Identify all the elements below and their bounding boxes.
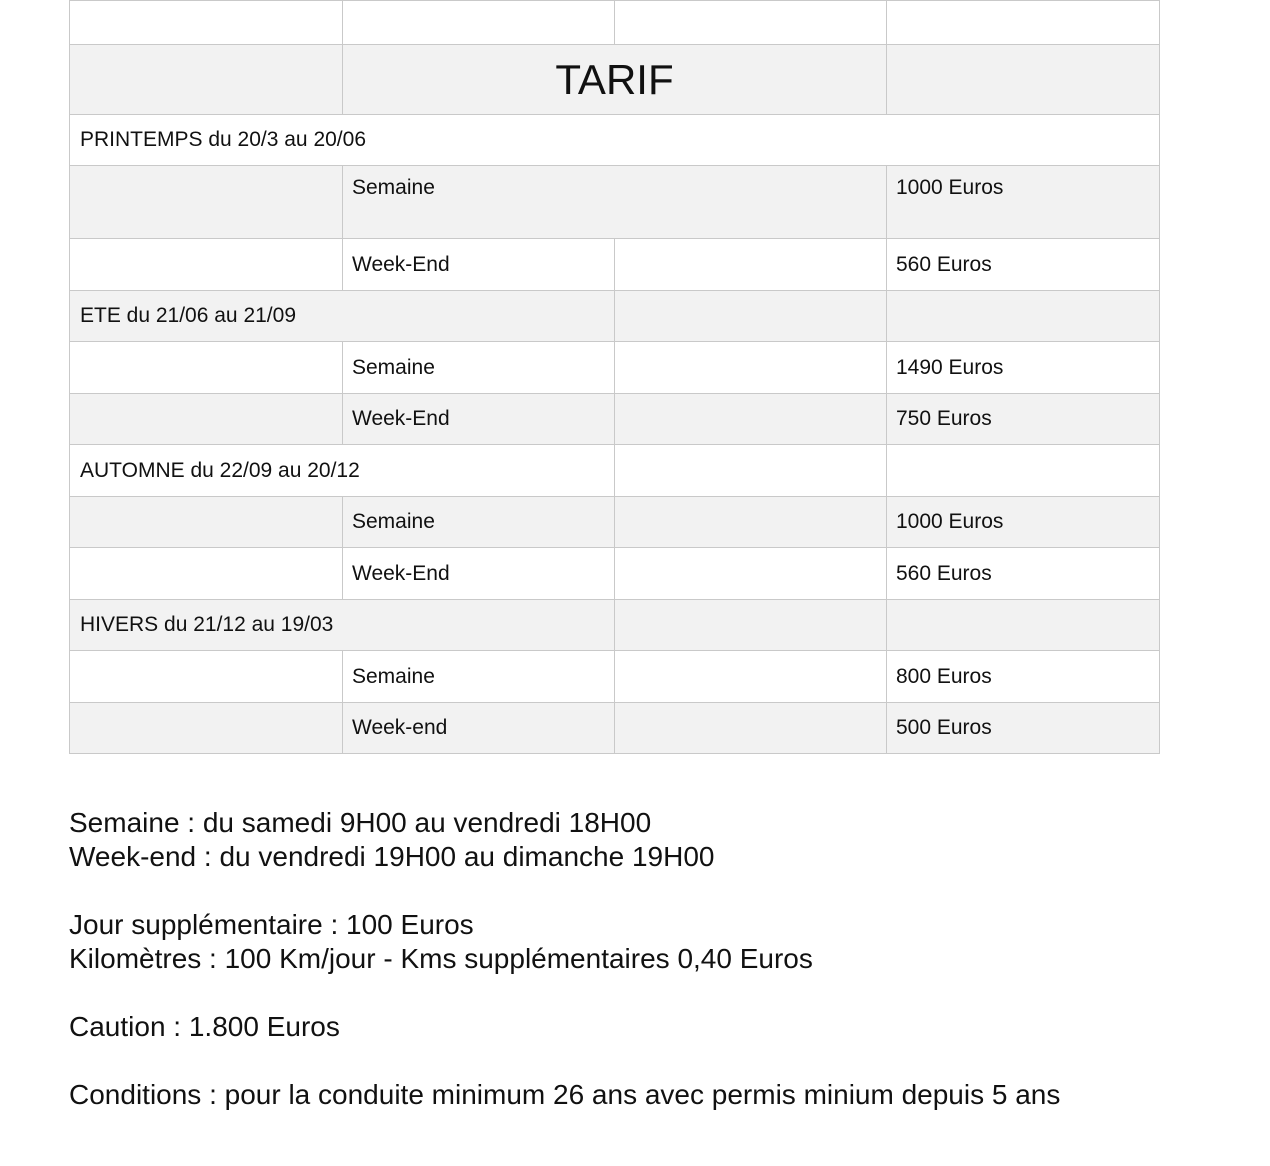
price-value: 500 Euros	[887, 703, 1160, 754]
season-row-hivers	[70, 600, 1160, 651]
table-cell	[70, 1, 343, 45]
table-row	[70, 548, 1160, 600]
table-cell	[70, 45, 343, 115]
season-label: ETE du 21/06 au 21/09	[70, 291, 615, 342]
table-row	[70, 239, 1160, 291]
table-cell	[615, 1, 887, 45]
table-cell	[615, 342, 887, 394]
notes-section	[69, 806, 1060, 1112]
table-cell	[70, 703, 343, 754]
season-row-automne	[70, 445, 1160, 497]
table-cell	[615, 497, 887, 548]
price-value: 1490 Euros	[887, 342, 1160, 394]
tarif-table	[69, 0, 1160, 754]
period-label: Week-end	[343, 703, 615, 754]
table-cell	[887, 291, 1160, 342]
note-caution: Caution : 1.800 Euros	[69, 1011, 340, 1042]
table-row	[70, 497, 1160, 548]
season-label: HIVERS du 21/12 au 19/03	[70, 600, 615, 651]
table-cell	[70, 394, 343, 445]
price-value: 800 Euros	[887, 651, 1160, 703]
table-cell	[70, 239, 343, 291]
table-cell	[615, 445, 887, 497]
period-label: Semaine	[343, 651, 615, 703]
table-cell	[70, 497, 343, 548]
table-row	[70, 166, 1160, 239]
table-cell	[343, 1, 615, 45]
table-row	[70, 342, 1160, 394]
period-label: Week-End	[343, 394, 615, 445]
period-label: Week-End	[343, 548, 615, 600]
table-cell	[887, 600, 1160, 651]
table-cell	[70, 651, 343, 703]
period-label: Semaine	[343, 497, 615, 548]
table-cell	[887, 45, 1160, 115]
table-cell	[70, 342, 343, 394]
table-row	[70, 651, 1160, 703]
table-cell	[615, 600, 887, 651]
note-conditions: Conditions : pour la conduite minimum 26 ans avec permis minium depuis 5 ans	[69, 1079, 1061, 1110]
table-title-row	[70, 45, 1160, 115]
table-row	[70, 394, 1160, 445]
period-label: Week-End	[343, 239, 615, 291]
table-cell	[615, 651, 887, 703]
table-cell	[887, 1, 1160, 45]
price-value: 1000 Euros	[887, 166, 1160, 239]
table-cell	[70, 548, 343, 600]
table-cell	[615, 291, 887, 342]
season-label: AUTOMNE du 22/09 au 20/12	[70, 445, 615, 497]
season-row-printemps	[70, 115, 1160, 166]
season-row-ete	[70, 291, 1160, 342]
price-value: 560 Euros	[887, 548, 1160, 600]
price-value: 560 Euros	[887, 239, 1160, 291]
note-weekend: Week-end : du vendredi 19H00 au dimanche 19H00	[69, 841, 715, 872]
table-cell	[615, 548, 887, 600]
table-cell	[615, 394, 887, 445]
period-label: Semaine	[343, 166, 887, 239]
table-row-empty	[70, 1, 1160, 45]
season-label: PRINTEMPS du 20/3 au 20/06	[70, 115, 1160, 166]
period-label: Semaine	[343, 342, 615, 394]
table-cell	[615, 239, 887, 291]
table-cell	[615, 703, 887, 754]
price-value: 1000 Euros	[887, 497, 1160, 548]
table-row	[70, 703, 1160, 754]
price-value: 750 Euros	[887, 394, 1160, 445]
note-semaine: Semaine : du samedi 9H00 au vendredi 18H00	[69, 807, 652, 838]
note-jour-supplementaire: Jour supplémentaire : 100 Euros	[69, 909, 474, 940]
note-kilometres: Kilomètres : 100 Km/jour - Kms supplémentaires 0,40 Euros	[69, 943, 813, 974]
table-title: TARIF	[343, 45, 887, 115]
table-cell	[887, 445, 1160, 497]
table-cell	[70, 166, 343, 239]
